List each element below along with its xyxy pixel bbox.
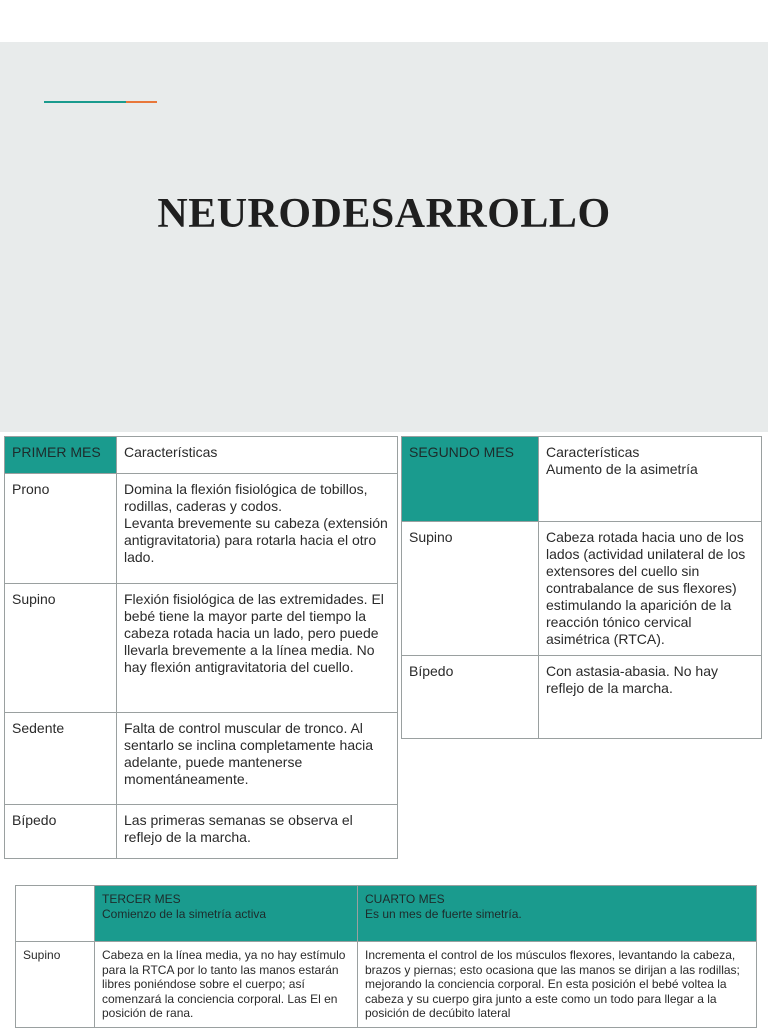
table-row xyxy=(5,713,398,805)
table-header-empty xyxy=(16,886,95,942)
table-row xyxy=(5,805,398,859)
row-label: Bípedo xyxy=(402,656,539,739)
accent-line-teal xyxy=(44,101,126,103)
table-header-characteristics: Características xyxy=(117,437,398,474)
table-header-tercer-mes: TERCER MES Comienzo de la simetría activa xyxy=(95,886,358,942)
table-header-characteristics: Características Aumento de la asimetría xyxy=(539,437,762,522)
row-text: Con astasia-abasia. No hay reflejo de la marcha. xyxy=(539,656,762,739)
row-label: Prono xyxy=(5,474,117,584)
table-row xyxy=(16,942,757,1028)
row-text: Las primeras semanas se observa el reflejo de la marcha. xyxy=(117,805,398,859)
table-row xyxy=(402,656,762,739)
row-text-tercer-mes: Cabeza en la línea media, ya no hay estímulo para la RTCA por lo tanto las manos estarán libres poniéndose sobre el cuerpo; así comenzará la conciencia corporal. Las El en posición de rana. xyxy=(95,942,358,1028)
table-tercer-cuarto-mes xyxy=(15,885,757,1028)
accent-line-orange xyxy=(126,101,157,103)
table-header-cuarto-mes: CUARTO MES Es un mes de fuerte simetría. xyxy=(358,886,757,942)
row-label: Bípedo xyxy=(5,805,117,859)
table-row xyxy=(5,584,398,713)
row-text: Cabeza rotada hacia uno de los lados (actividad unilateral de los extensores del cuello sin contrabalance de sus flexores) estimulando la aparición de la reacción tónico cervical asimétrica (RTCA). xyxy=(539,522,762,656)
table-header-month: PRIMER MES xyxy=(5,437,117,474)
table-segundo-mes xyxy=(401,436,762,739)
row-label: Supino xyxy=(5,584,117,713)
row-label: Supino xyxy=(16,942,95,1028)
page-title: NEURODESARROLLO xyxy=(157,191,611,237)
row-text: Domina la flexión fisiológica de tobillos, rodillas, caderas y codos. Levanta brevemente su cabeza (extensión antigravitatoria) para rotarla hacia el otro lado. xyxy=(117,474,398,584)
row-text: Falta de control muscular de tronco. Al sentarlo se inclina completamente hacia adelante, puede mantenerse momentáneamente. xyxy=(117,713,398,805)
row-label: Sedente xyxy=(5,713,117,805)
table-row xyxy=(5,474,398,584)
row-text: Flexión fisiológica de las extremidades. El bebé tiene la mayor parte del tiempo la cabeza rotada hacia un lado, pero puede llevarla brevemente a la línea media. No hay flexión antigravitatoria del cuello. xyxy=(117,584,398,713)
table-primer-mes xyxy=(4,436,398,859)
table-header-month: SEGUNDO MES xyxy=(402,437,539,522)
table-row xyxy=(402,522,762,656)
row-label: Supino xyxy=(402,522,539,656)
row-text-cuarto-mes: Incrementa el control de los músculos flexores, levantando la cabeza, brazos y piernas; esto ocasiona que las manos se dirijan a las rodillas; mejorando la conciencia corporal. En esta posición el bebé voltea la cabeza y su cuerpo gira junto a este como un todo para llegar a la posición de decúbito lateral xyxy=(358,942,757,1028)
